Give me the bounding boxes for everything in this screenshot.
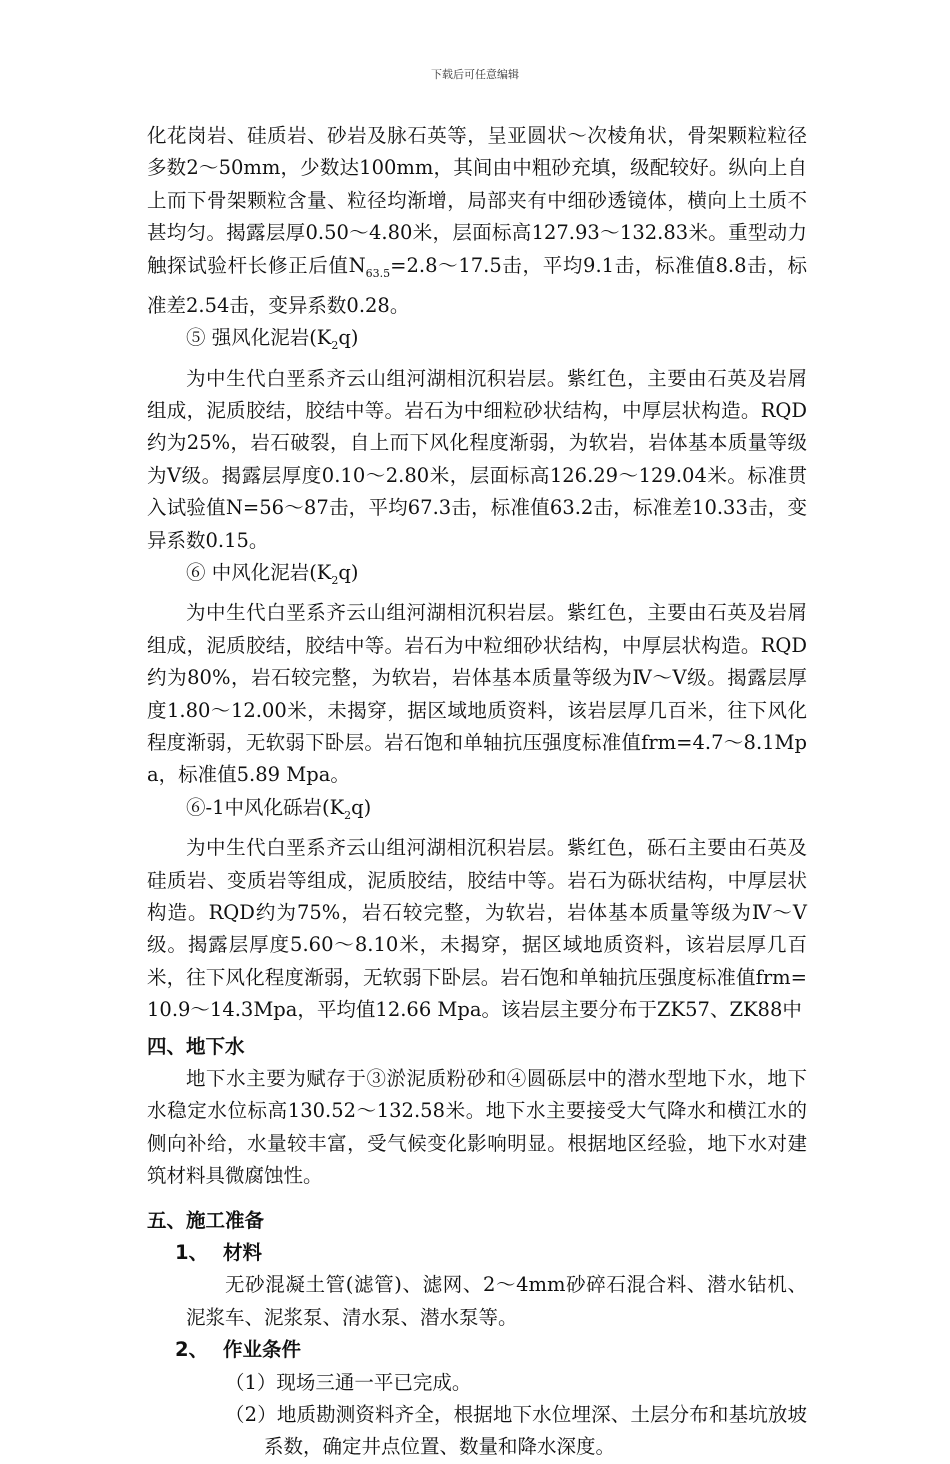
condition-item: （2）地质勘测资料齐全，根据地下水位埋深、土层分布和基坑放坡系数，确定井点位置、数量和降水深度。 xyxy=(225,1403,807,1459)
layer6-1-body: 为中生代白垩系齐云山组河湖相沉积岩层。紫红色，砾石主要由石英及硅质岩、变质岩等组成，泥质胶结，胶结中等。岩石为砾状结构，中厚层状构造。RQD约为75%，岩石较完整，为软岩，岩体基本质量等级为Ⅳ～Ⅴ级。揭露层厚度5.60～8.10米，未揭穿，据区域地质资料，该岩层厚几百米，往下风化程度渐弱，无软弱下卧层。岩石饱和单轴抗压强度标准值frm=10.9～14.3Mpa，平均值12.66 Mpa。该岩层主要分布于ZK57、ZK88中 xyxy=(147,836,807,1022)
document-body xyxy=(147,120,807,1464)
section-5-title: 五、施工准备 xyxy=(147,1208,265,1232)
materials-body: 无砂混凝土管(滤管)、滤网、2～4mm砂碎石混合料、潜水钻机、泥浆车、泥浆泵、清水泵、潜水泵等。 xyxy=(186,1273,807,1329)
layer6-1-heading: ⑥-1中风化砾岩$(K_2q)$ xyxy=(186,795,372,822)
layer5-heading: ⑤ 强风化泥岩$(K_2q)$ xyxy=(186,326,359,353)
section-4-title: 四、地下水 xyxy=(147,1034,245,1058)
layer6-body: 为中生代白垩系齐云山组河湖相沉积岩层。紫红色，主要由石英及岩屑组成，泥质胶结，胶结中等。岩石为中粒细砂状结构，中厚层状构造。RQD约为80%，岩石较完整，为软岩，岩体基本质量等级为Ⅳ～Ⅴ级。揭露层厚度1.80～12.00米，未揭穿，据区域地质资料，该岩层厚几百米，往下风化程度渐弱，无软弱下卧层。岩石饱和单轴抗压强度标准值frm=4.7～8.1Mpa，标准值5.89 Mpa。 xyxy=(147,601,807,787)
layer5-body: 为中生代白垩系齐云山组河湖相沉积岩层。紫红色，主要由石英及岩屑组成，泥质胶结，胶结中等。岩石为中细粒砂状结构，中厚层状构造。RQD约为25%，岩石破裂，自上而下风化程度渐弱，为软岩，岩体基本质量等级为Ⅴ级。揭露层厚度0.10～2.80米，层面标高126.29～129.04米。标准贯入试验值N=56～87击，平均67.3击，标准值63.2击，标准差10.33击，变异系数0.15。 xyxy=(147,366,807,552)
layer6-heading: ⑥ 中风化泥岩$(K_2q)$ xyxy=(186,561,359,587)
intro-paragraph: 化花岗岩、硅质岩、砂岩及脉石英等，呈亚圆状～次棱角状，骨架颗粒粒径多数2～50mm，少数达100mm，其间由中粗砂充填，级配较好。纵向上自上而下骨架颗粒含量、粒径均渐增，局部夹有中细砂透镜体，横向上土质不甚均匀。揭露层厚0.50～4.80米，层面标高127.93～132.83米。重型动力触探试验杆长修正后值$N_{63.5}=2.8\sim 17.5$击，平均9.1击，标准值8.8击，标准差2.54击，变异系数0.28。 xyxy=(147,124,807,317)
condition-item: （1）现场三通一平已完成。 xyxy=(225,1370,472,1394)
section-4-body: 地下水主要为赋存于③淤泥质粉砂和④圆砾层中的潜水型地下水，地下水稳定水位标高130.52～132.58米。地下水主要接受大气降水和横江水的侧向补给，水量较丰富，受气候变化影响明显。根据地区经验，地下水对建筑材料具微腐蚀性。 xyxy=(147,1066,807,1188)
subsection-materials-title: 1、 材料 xyxy=(175,1240,263,1264)
page-header: 下载后可任意编辑 xyxy=(431,68,519,81)
subsection-conditions-title: 2、 作业条件 xyxy=(175,1338,302,1362)
